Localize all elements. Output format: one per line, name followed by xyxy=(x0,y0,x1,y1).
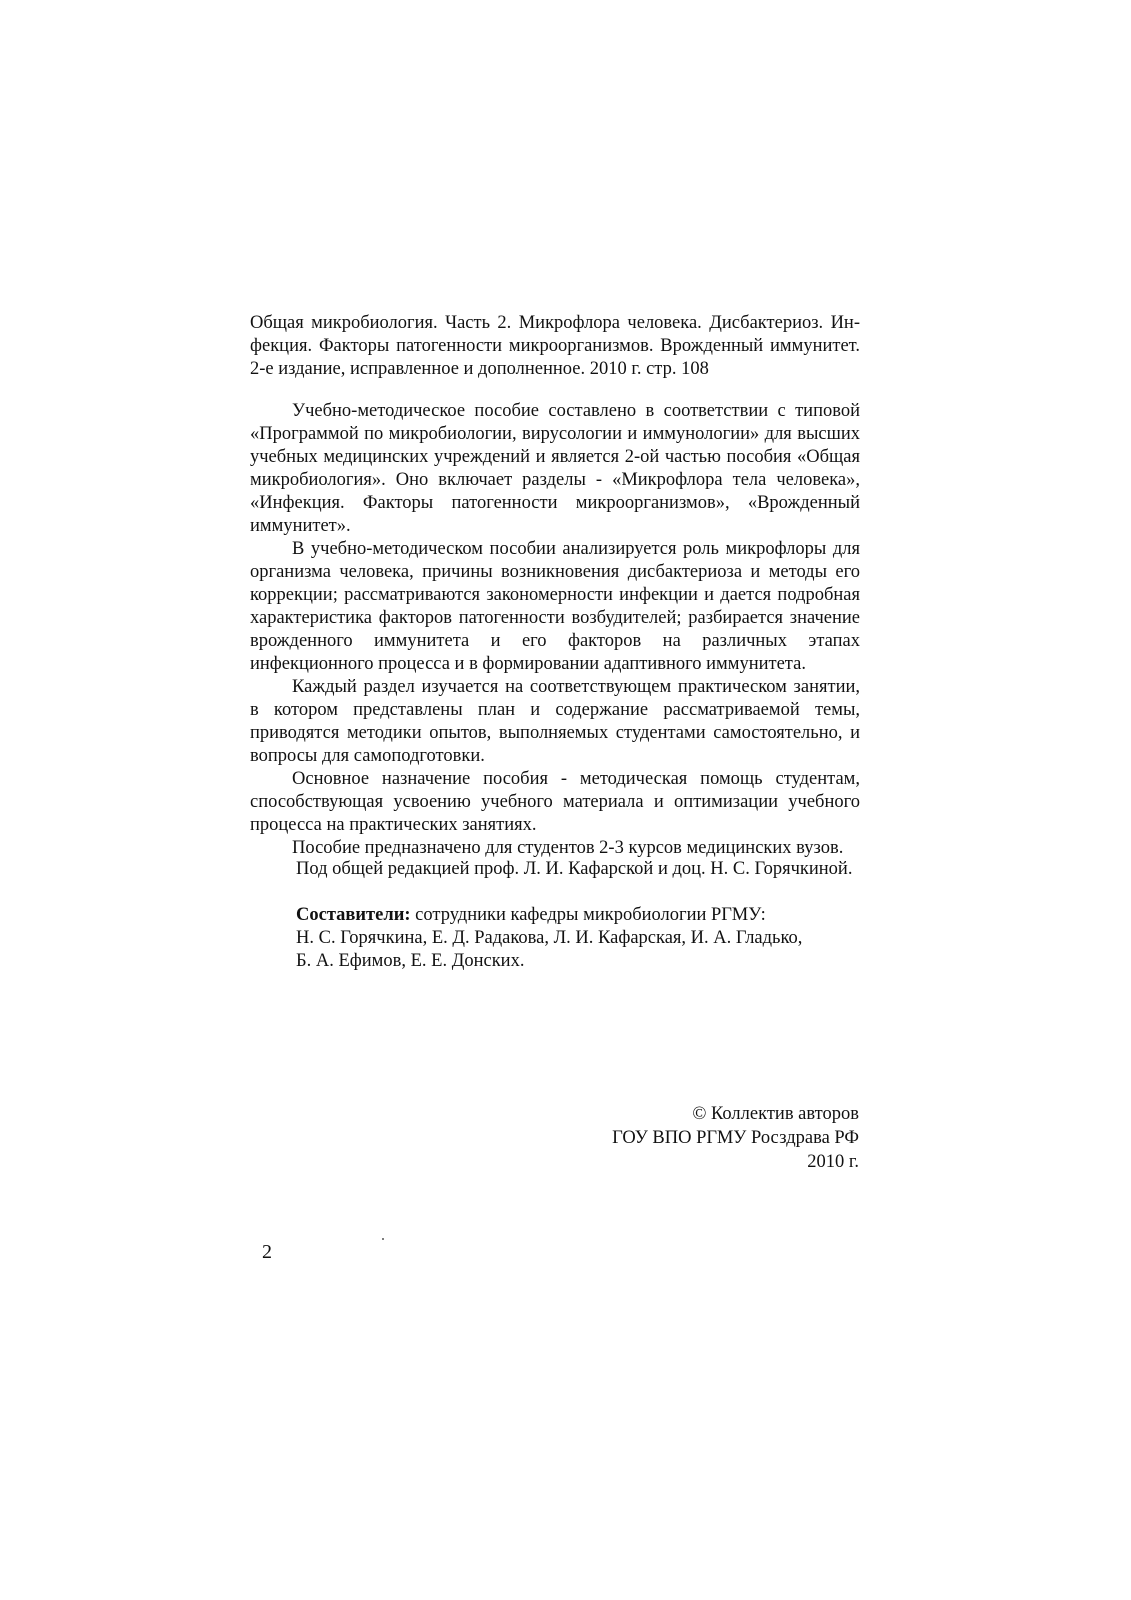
editor-statement: Под общей редакцией проф. Л. И. Кафарской и доц. Н. С. Горячкиной. xyxy=(296,859,853,879)
compilers-line-1 xyxy=(296,904,856,927)
compilers-block xyxy=(296,904,856,973)
bib-line-3: 2-е издание, исправленное и дополненное. 2010 г. стр. 108 xyxy=(250,359,709,379)
copyright-line-2: ГОУ ВПО РГМУ Росздрава РФ xyxy=(612,1128,859,1148)
annotation-paragraph: Учебно-методическое пособие составлено в соответствии с типовой «Программой по микробиологии, вирусологии и иммунологии» для высших учебных медицинских учреждений и является 2-ой частью пособия «Общая микробиология». Оно включает разделы - «Микрофлора тела человека», «Инфекция. Факторы патогенности микроорганизмов», «Врожденный иммунитет». xyxy=(250,401,860,536)
annotation-paragraph: Пособие предназначено для студентов 2-3 курсов медицинских вузов. xyxy=(292,838,844,858)
annotation-paragraph: Каждый раздел изучается на соответствующем практическом занятии, в котором представлены план и содержание рассматриваемой темы, приводятся методики опытов, выполняемых студентами самостоятельно, и вопросы для самоподготовки. xyxy=(250,677,860,766)
scan-speck xyxy=(382,1238,384,1240)
page-number: 2 xyxy=(262,1241,272,1263)
annotation-paragraph: В учебно-методическом пособии анализируется роль микрофлоры для организма человека, причины возникновения дисбактериоза и методы его коррекции; рассматриваются закономерности инфекции и дается подробная характеристика факторов патогенности возбудителей; разбирается значение врожденного иммунитета и его факторов на различных этапах инфекционного процесса и в формировании адаптивного иммунитета. xyxy=(250,539,860,674)
bib-line-2: фекция. Факторы патогенности микроорганизмов. Врожденный иммунитет. xyxy=(250,336,860,356)
copyright-block xyxy=(612,1102,859,1174)
copyright-line-3: 2010 г. xyxy=(807,1152,859,1172)
annotation xyxy=(250,400,860,860)
compilers-line-3: Б. А. Ефимов, Е. Е. Донских. xyxy=(296,951,525,971)
compilers-label: Составители: xyxy=(296,905,411,925)
compilers-affiliation: сотрудники кафедры микробиологии РГМУ: xyxy=(410,905,766,925)
bibliographic-description xyxy=(250,312,860,381)
annotation-paragraph: Основное назначение пособия - методическая помощь студентам, способствующая усвоению учебного материала и оптимизации учебного процесса на практических занятиях. xyxy=(250,769,860,835)
bib-line-1: Общая микробиология. Часть 2. Микрофлора человека. Дисбактериоз. Ин- xyxy=(250,313,860,333)
copyright-line-1: © Коллектив авторов xyxy=(692,1104,859,1124)
compilers-line-2: Н. С. Горячкина, Е. Д. Радакова, Л. И. Кафарская, И. А. Гладько, xyxy=(296,928,803,948)
